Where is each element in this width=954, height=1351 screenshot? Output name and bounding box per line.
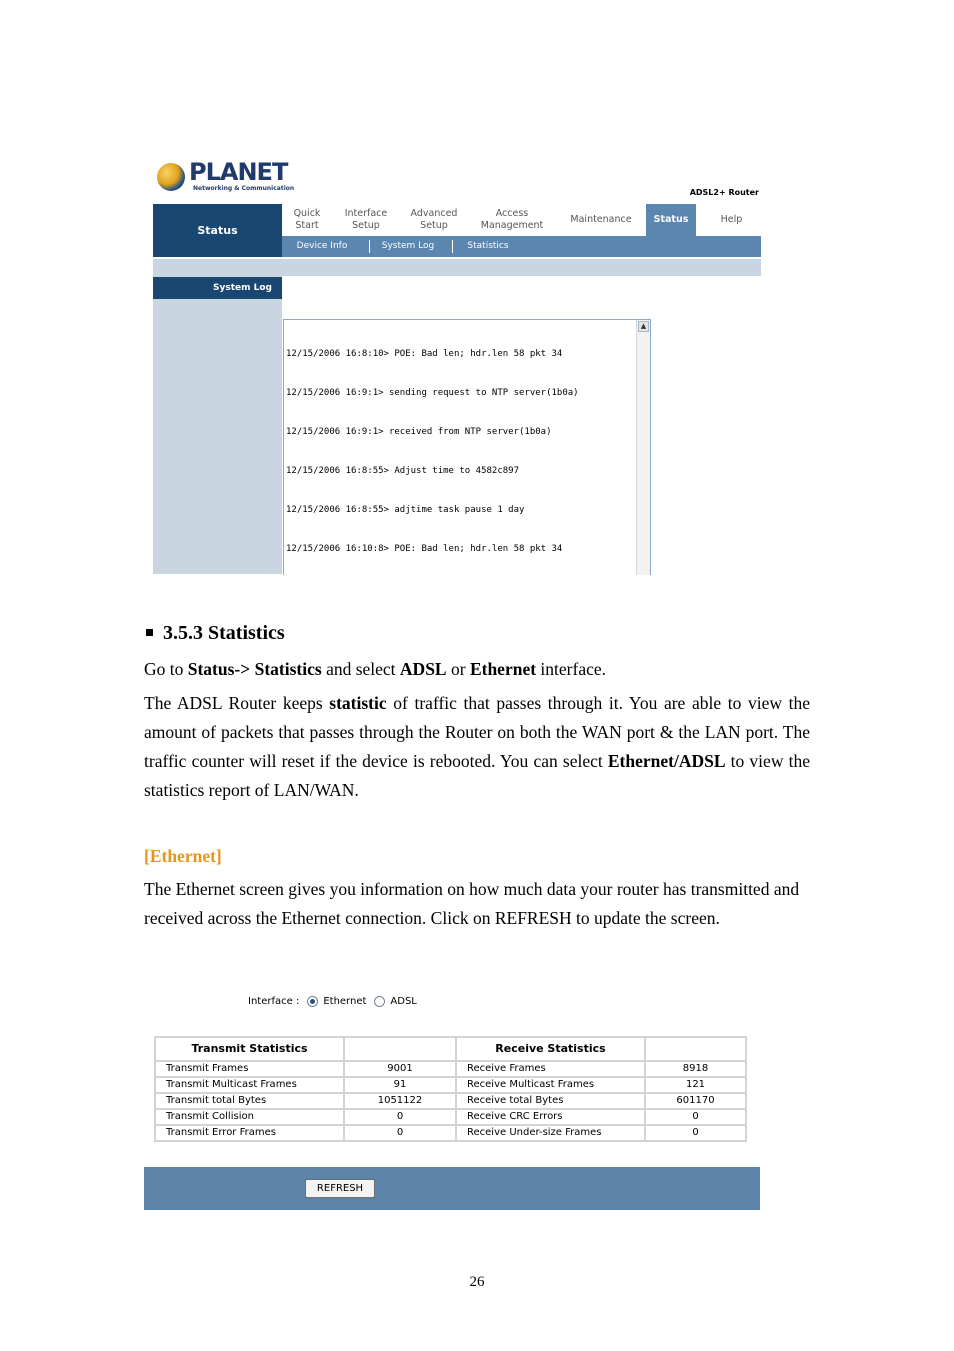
submenu-system-log[interactable]: System Log [381, 241, 435, 251]
rx-value: 121 [645, 1077, 746, 1093]
tx-value: 9001 [344, 1061, 456, 1077]
rx-label: Receive Frames [456, 1061, 645, 1077]
system-log-textarea[interactable] [283, 319, 651, 575]
menu-status[interactable]: Status [646, 204, 696, 236]
header-band [153, 259, 761, 276]
rx-value: 601170 [645, 1093, 746, 1109]
radio-ethernet[interactable] [307, 996, 318, 1007]
rx-label: Receive total Bytes [456, 1093, 645, 1109]
action-bar [144, 1167, 760, 1210]
sub-menu [282, 236, 761, 257]
text: to view the statistics report of LAN/WAN. [144, 751, 810, 800]
sidebar [153, 276, 282, 574]
bold-text: ADSL [399, 659, 447, 679]
receive-header: Receive Statistics [456, 1037, 645, 1061]
submenu-statistics[interactable]: Statistics [467, 241, 509, 251]
log-scrollbar[interactable] [636, 320, 650, 575]
table-row [155, 1125, 746, 1141]
text: Go to [144, 659, 188, 679]
menu-help[interactable]: Help [720, 214, 743, 225]
main-navigation [153, 204, 761, 257]
table-row [155, 1109, 746, 1125]
table-header-row [155, 1037, 746, 1061]
brand-tagline: Networking & Communication [193, 185, 295, 192]
submenu-divider [452, 240, 453, 253]
menu-maintenance[interactable]: Maintenance [570, 214, 632, 225]
tx-value: 1051122 [344, 1093, 456, 1109]
tx-value: 0 [344, 1125, 456, 1141]
rx-value: 0 [645, 1125, 746, 1141]
text: interface. [536, 659, 606, 679]
paragraph-intro [144, 655, 810, 684]
submenu-device-info[interactable]: Device Info [296, 241, 348, 251]
paragraph-ethernet: The Ethernet screen gives you information on how much data your router has transmitted and received across the Ethernet connection. Click on REFRESH to update the screen. [144, 879, 800, 928]
planet-logo [157, 158, 295, 193]
ethernet-subheading: [Ethernet] [144, 846, 222, 866]
sidebar-item-system-log[interactable]: System Log [153, 277, 282, 299]
text: or [446, 659, 470, 679]
menu-advanced-setup[interactable]: Advanced Setup [410, 208, 458, 231]
statistics-table [154, 1036, 747, 1142]
text: of traffic that passes through it. You are able to view the amount of packets that passes through the Router on both the WAN port & the LAN port. The traffic counter will reset if the device is rebooted. You can select [144, 693, 810, 771]
bullet-icon [146, 629, 153, 636]
bold-text: Ethernet [469, 659, 537, 679]
rx-label: Receive Multicast Frames [456, 1077, 645, 1093]
scroll-up-icon[interactable]: ▲ [638, 321, 649, 332]
radio-adsl-label: ADSL [390, 996, 417, 1007]
bold-text: Ethernet/ADSL [607, 751, 726, 771]
log-line: 12/15/2006 16:9:1> received from NTP server(1b0a) [286, 427, 552, 437]
menu-quick-start[interactable]: Quick Start [293, 208, 321, 231]
header-blank [344, 1037, 456, 1061]
table-row [155, 1077, 746, 1093]
heading-text: 3.5.3 Statistics [163, 622, 285, 644]
text: The ADSL Router keeps [144, 693, 330, 713]
paragraph-description [144, 689, 810, 805]
text: and select [321, 659, 400, 679]
rx-label: Receive CRC Errors [456, 1109, 645, 1125]
log-line: 12/15/2006 16:8:55> adjtime task pause 1 day [286, 505, 525, 515]
interface-selector [248, 996, 417, 1007]
interface-label: Interface : [248, 996, 300, 1007]
refresh-button[interactable]: REFRESH [305, 1179, 375, 1198]
menu-interface-setup[interactable]: Interface Setup [344, 208, 388, 231]
system-log-screenshot [153, 155, 761, 574]
bold-text: statistic [329, 693, 387, 713]
statistics-screenshot [144, 982, 760, 1210]
tx-label: Transmit Error Frames [155, 1125, 344, 1141]
globe-icon [157, 163, 185, 191]
product-name: ADSL2+ Router [689, 188, 759, 197]
top-menu [282, 204, 761, 236]
log-line: 12/15/2006 16:8:10> POE: Bad len; hdr.len 58 pkt 34 [286, 349, 563, 359]
tx-value: 0 [344, 1109, 456, 1125]
log-line: 12/15/2006 16:8:55> Adjust time to 4582c897 [286, 466, 519, 476]
rx-value: 0 [645, 1109, 746, 1125]
tx-value: 91 [344, 1077, 456, 1093]
log-line: 12/15/2006 16:9:1> sending request to NTP server(1b0a) [286, 388, 579, 398]
header-blank [645, 1037, 746, 1061]
radio-ethernet-label: Ethernet [323, 996, 367, 1007]
tx-label: Transmit Collision [155, 1109, 344, 1125]
menu-access-management[interactable]: Access Management [480, 208, 544, 231]
table-row [155, 1093, 746, 1109]
radio-adsl[interactable] [374, 996, 385, 1007]
tx-label: Transmit Multicast Frames [155, 1077, 344, 1093]
tx-label: Transmit Frames [155, 1061, 344, 1077]
section-heading [146, 622, 285, 645]
rx-value: 8918 [645, 1061, 746, 1077]
rx-label: Receive Under-size Frames [456, 1125, 645, 1141]
page-number: 26 [469, 1274, 485, 1290]
table-row [155, 1061, 746, 1077]
section-tile: Status [153, 204, 282, 257]
bold-text: Status-> Statistics [187, 659, 322, 679]
log-lines [286, 322, 579, 582]
transmit-header: Transmit Statistics [155, 1037, 344, 1061]
log-line: 12/15/2006 16:10:8> POE: Bad len; hdr.len 58 pkt 34 [286, 544, 563, 554]
tx-label: Transmit total Bytes [155, 1093, 344, 1109]
brand-wordmark: PLANET [189, 158, 288, 186]
